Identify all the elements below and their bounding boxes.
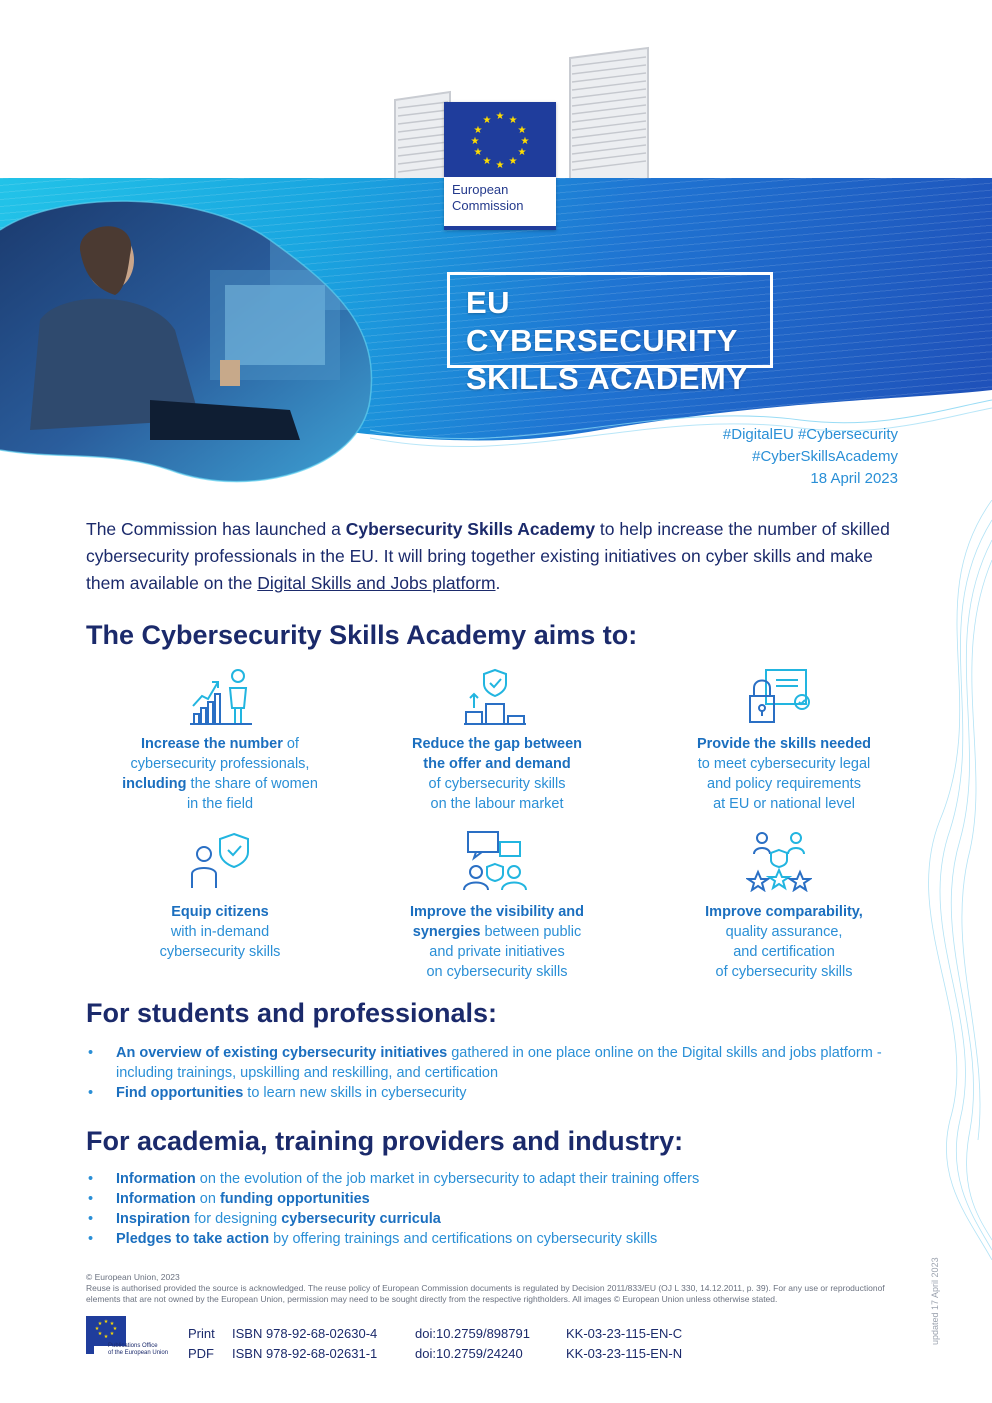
ec-logo-line2: Commission — [452, 198, 524, 213]
list-item-bold-2: cybersecurity curricula — [281, 1211, 441, 1227]
aim-provide-skills — [659, 734, 909, 814]
print-label: Print — [188, 1326, 215, 1341]
aim5-line1-bold: Improve the visibility and — [409, 904, 585, 920]
updated-note: updated 17 April 2023 — [930, 1257, 940, 1345]
ec-logo-line1: European — [452, 182, 509, 197]
svg-text:★: ★ — [112, 1326, 118, 1332]
copyright-notice — [86, 1272, 916, 1305]
list-item — [86, 1043, 916, 1083]
aim-improve-visibility — [372, 902, 622, 982]
aim1-line2: cybersecurity professionals, — [130, 756, 310, 772]
aim3-line2: to meet cybersecurity legal — [697, 756, 871, 772]
pdf-label: PDF — [188, 1346, 214, 1361]
pdf-isbn: ISBN 978-92-68-02631-1 — [232, 1346, 378, 1361]
intro-bold: Cybersecurity Skills Academy — [345, 519, 596, 539]
reuse-policy-text: Reuse is authorised provided the source is acknowledged. The reuse policy of European Commission documents is regulated by Decision 2011/833/EU (OJ L 330, 14.12.2011, p. 39). For any use or reproductionof elements that are not owned by the European Union, permission may need to be sought directly from the respective rightholders. All images © European Union unless otherwise stated. — [86, 1283, 885, 1304]
aim2-line4: on the labour market — [430, 796, 564, 812]
list-item-bold: An overview of existing cybersecurity initiatives — [116, 1045, 448, 1061]
svg-text:★: ★ — [97, 1331, 103, 1337]
list-item — [86, 1209, 916, 1229]
print-identifiers-row — [188, 1324, 682, 1344]
svg-text:★: ★ — [103, 1319, 109, 1325]
aim6-line1-bold: Improve comparability, — [705, 904, 863, 920]
publications-office-text — [108, 1343, 178, 1357]
hashtags-line2[interactable]: #CyberSkillsAcademy — [752, 448, 898, 465]
aim5-line3: and private initiatives — [429, 944, 565, 960]
aim-improve-comparability — [659, 902, 909, 982]
po-line2: of the European Union — [108, 1350, 169, 1356]
list-item — [86, 1083, 916, 1103]
hashtags-block — [723, 424, 898, 490]
intro-text-2: to help increase the number of skilled cybersecurity professionals in the EU. It will bring together existing initiatives on cyber skills and make them available on the — [86, 519, 890, 593]
print-doi: doi:10.2759/898791 — [415, 1326, 530, 1341]
aim-equip-citizens — [95, 902, 345, 962]
aim1-line4: in the field — [186, 796, 254, 812]
aim2-line2-bold: the offer and demand — [423, 756, 571, 772]
woman-at-computer-photo — [0, 200, 380, 490]
list-item-bold: Find opportunities — [116, 1085, 244, 1101]
list-item-bold-2: funding opportunities — [219, 1191, 370, 1207]
academia-list — [86, 1169, 916, 1249]
lock-certificate-icon — [746, 666, 812, 728]
list-item — [86, 1229, 916, 1249]
chart-woman-icon — [188, 666, 254, 728]
aim1-line1-bold: Increase the number — [141, 736, 283, 752]
aim3-line3: and policy requirements — [707, 776, 861, 792]
list-item — [86, 1189, 916, 1209]
aim5-line2-bold: synergies — [412, 924, 481, 940]
ec-logo-text — [452, 182, 552, 214]
svg-text:★: ★ — [517, 147, 527, 158]
intro-paragraph — [86, 516, 906, 597]
pdf-doi: doi:10.2759/24240 — [415, 1346, 523, 1361]
list-item-text: on the evolution of the job market in cybersecurity to adapt their training offers — [195, 1171, 700, 1187]
aim1-line3: the share of women — [186, 776, 318, 792]
eu-flag-icon — [444, 102, 556, 177]
decorative-waves-right — [880, 500, 992, 1260]
list-item-text: by offering trainings and certifications on cybersecurity skills — [269, 1231, 658, 1247]
svg-text:★: ★ — [495, 111, 505, 122]
person-shield-icon — [188, 830, 254, 892]
pdf-catalogue: KK-03-23-115-EN-N — [566, 1346, 683, 1361]
list-item-bold: Information — [116, 1191, 196, 1207]
svg-text:★: ★ — [109, 1321, 115, 1327]
european-commission-logo — [444, 102, 556, 230]
list-item-bold: Pledges to take action — [116, 1231, 270, 1247]
intro-text-1: The Commission has launched a — [86, 519, 346, 539]
list-item-bold: Information — [116, 1171, 196, 1187]
svg-text:★: ★ — [508, 156, 518, 167]
svg-text:★: ★ — [109, 1331, 115, 1337]
aim6-line3: and certification — [733, 944, 835, 960]
aim5-line4: on cybersecurity skills — [426, 964, 568, 980]
ec-logo-bar — [444, 226, 556, 230]
aim2-line3: of cybersecurity skills — [428, 776, 566, 792]
list-item-bold: Inspiration — [116, 1211, 191, 1227]
title-line2: SKILLS ACADEMY — [466, 361, 748, 396]
svg-text:★: ★ — [473, 125, 483, 136]
digital-skills-jobs-link[interactable]: Digital Skills and Jobs platform — [257, 573, 496, 593]
svg-text:★: ★ — [520, 136, 530, 147]
aim3-line4: at EU or national level — [713, 796, 855, 812]
students-list — [86, 1043, 916, 1103]
publication-date: 18 April 2023 — [810, 470, 898, 487]
print-catalogue: KK-03-23-115-EN-C — [566, 1326, 683, 1341]
people-stars-icon — [746, 830, 812, 892]
list-item-text: on — [195, 1191, 220, 1207]
svg-text:★: ★ — [482, 115, 492, 126]
list-item — [86, 1169, 916, 1189]
svg-text:★: ★ — [103, 1334, 109, 1340]
publication-identifiers — [188, 1324, 682, 1364]
aim6-line4: of cybersecurity skills — [715, 964, 853, 980]
aim-increase-number — [95, 734, 345, 814]
list-item-text: gathered in one place online on the Digital skills and jobs platform - including trainings, upskilling and reskilling, and certification — [116, 1045, 882, 1081]
copyright-line: © European Union, 2023 — [86, 1272, 180, 1282]
list-item-text: for designing — [190, 1211, 282, 1227]
aim6-line2: quality assurance, — [725, 924, 843, 940]
po-line1: Publications Office — [108, 1343, 158, 1349]
aim-reduce-gap — [372, 734, 622, 814]
page-title — [466, 284, 786, 398]
svg-text:★: ★ — [97, 1321, 103, 1327]
svg-text:★: ★ — [495, 160, 505, 171]
aim5-line2: between public — [480, 924, 582, 940]
list-item-text: to learn new skills in cybersecurity — [243, 1085, 467, 1101]
aim2-line1-bold: Reduce the gap between — [411, 736, 582, 752]
people-chat-icon — [462, 830, 528, 892]
aim3-line1-bold: Provide the skills needed — [696, 736, 872, 752]
aim4-line1-bold: Equip citizens — [171, 904, 269, 920]
print-isbn: ISBN 978-92-68-02630-4 — [232, 1326, 378, 1341]
podium-shield-icon — [462, 666, 528, 728]
academia-heading: For academia, training providers and industry: — [86, 1126, 684, 1156]
svg-text:★: ★ — [517, 125, 527, 136]
aim1-line3-bold: including — [122, 776, 187, 792]
svg-text:★: ★ — [94, 1326, 100, 1332]
aim4-line2: with in-demand — [170, 924, 270, 940]
title-line1: EU CYBERSECURITY — [466, 285, 738, 358]
svg-text:★: ★ — [508, 115, 518, 126]
aim1-line1: of — [282, 736, 299, 752]
pdf-identifiers-row — [188, 1344, 682, 1364]
svg-text:★: ★ — [470, 136, 480, 147]
svg-text:★: ★ — [473, 147, 483, 158]
intro-text-3: . — [495, 573, 501, 593]
aims-heading: The Cybersecurity Skills Academy aims to: — [86, 620, 638, 650]
svg-text:★: ★ — [482, 156, 492, 167]
aim4-line3: cybersecurity skills — [159, 944, 281, 960]
hashtags-line1[interactable]: #DigitalEU #Cybersecurity — [722, 426, 898, 443]
students-heading: For students and professionals: — [86, 998, 498, 1028]
